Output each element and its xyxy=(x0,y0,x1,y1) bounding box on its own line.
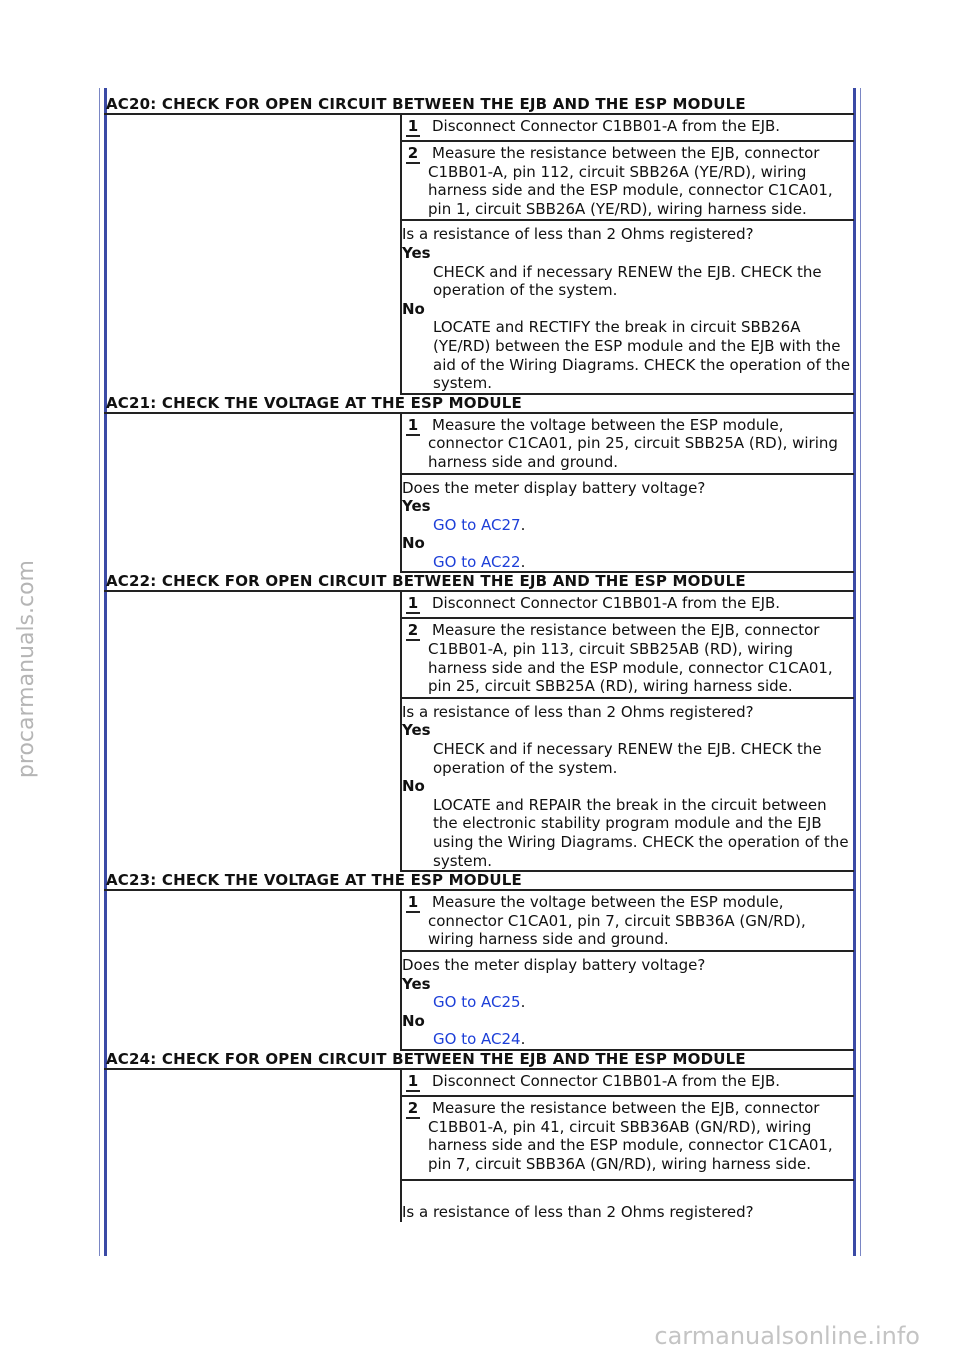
step-body-ac20 xyxy=(104,115,854,395)
no-label: No xyxy=(402,534,425,553)
instruction-text: Disconnect Connector C1BB01-A from the EJB. xyxy=(432,1071,781,1090)
goto-ac22-link[interactable]: GO to AC22 xyxy=(433,552,521,571)
question-block xyxy=(402,221,854,394)
goto-ac25-link[interactable]: GO to AC25 xyxy=(433,993,521,1012)
question-text: Is a resistance of less than 2 Ohms registered? xyxy=(402,225,754,244)
step-number: 1 xyxy=(407,415,419,434)
no-label: No xyxy=(402,777,425,796)
step-title-ac20: AC20: CHECK FOR OPEN CIRCUIT BETWEEN THE EJB AND THE ESP MODULE xyxy=(104,96,854,115)
no-label: No xyxy=(402,299,425,318)
instruction-text: Disconnect Connector C1BB01-A from the EJB. xyxy=(432,594,781,613)
yes-label: Yes xyxy=(402,974,431,993)
step-body-ac21 xyxy=(104,414,854,574)
question-text: Does the meter display battery voltage? xyxy=(402,478,706,497)
goto-ac24-link[interactable]: GO to AC24 xyxy=(433,1030,521,1049)
instruction-row xyxy=(402,142,854,221)
page-border-left-thin xyxy=(99,88,100,1256)
instruction-text-cont: C1BB01-A, pin 113, circuit SBB25AB (RD), wiring harness side and the ESP module, connector C1CA01, pin 25, circuit SBB25A (RD), wiring harness side. xyxy=(428,640,833,696)
question-block xyxy=(402,699,854,872)
bottom-watermark: carmanualsonline.info xyxy=(654,1322,920,1350)
question-text: Does the meter display battery voltage? xyxy=(402,955,706,974)
step-number: 1 xyxy=(407,1071,419,1090)
question-text: Is a resistance of less than 2 Ohms registered? xyxy=(402,702,754,721)
step-number: 1 xyxy=(407,893,419,912)
instruction-row xyxy=(402,619,854,698)
step-title-ac21: AC21: CHECK THE VOLTAGE AT THE ESP MODULE xyxy=(104,395,854,414)
step-body-ac24 xyxy=(104,1070,854,1222)
instruction-text: Measure the resistance between the EJB, connector xyxy=(432,621,820,640)
yes-label: Yes xyxy=(402,243,431,262)
yes-answer: CHECK and if necessary RENEW the EJB. CHECK the operation of the system. xyxy=(433,262,822,300)
yes-label: Yes xyxy=(402,721,431,740)
instruction-text-cont: connector C1CA01, pin 7, circuit SBB36A (GN/RD), wiring harness side and ground. xyxy=(428,911,806,949)
instruction-text: Measure the resistance between the EJB, connector xyxy=(432,144,820,162)
step-body-ac22 xyxy=(104,592,854,872)
step-title-ac24: AC24: CHECK FOR OPEN CIRCUIT BETWEEN THE EJB AND THE ESP MODULE xyxy=(104,1051,854,1070)
question-text: Is a resistance of less than 2 Ohms registered? xyxy=(402,1203,754,1222)
instruction-text-cont: C1BB01-A, pin 112, circuit SBB26A (YE/RD), wiring harness side and the ESP module, connector C1CA01, pin 1, circuit SBB26A (YE/RD), wiring harness side. xyxy=(428,162,833,218)
step-number: 2 xyxy=(407,1098,419,1117)
diagnostic-table xyxy=(104,96,854,1222)
instruction-text-cont: C1BB01-A, pin 41, circuit SBB36AB (GN/RD), wiring harness side and the ESP module, connector C1CA01, pin 7, circuit SBB36A (GN/RD), wiring harness side. xyxy=(428,1117,833,1173)
instruction-text: Measure the resistance between the EJB, connector xyxy=(432,1098,820,1117)
instruction-row xyxy=(402,1070,854,1097)
question-block: Does the meter display battery voltage? Yes GO to AC27. No GO to AC22. xyxy=(402,475,854,574)
no-answer: LOCATE and REPAIR the break in the circuit between the electronic stability program module and the EJB using the Wiring Diagrams. CHECK the operation of the system. xyxy=(433,795,849,870)
instruction-text: Disconnect Connector C1BB01-A from the EJB. xyxy=(432,117,781,135)
step-number: 2 xyxy=(407,144,419,162)
step-title-ac22: AC22: CHECK FOR OPEN CIRCUIT BETWEEN THE EJB AND THE ESP MODULE xyxy=(104,573,854,592)
question-block: Does the meter display battery voltage? Yes GO to AC25. No GO to AC24. xyxy=(402,952,854,1051)
instruction-row xyxy=(402,891,854,952)
no-answer: LOCATE and RECTIFY the break in circuit SBB26A (YE/RD) between the ESP module and the EJB with the aid of the Wiring Diagrams. CHECK the operation of the system. xyxy=(433,318,851,393)
instruction-text: Measure the voltage between the ESP module, xyxy=(432,415,784,434)
step-title-ac23: AC23: CHECK THE VOLTAGE AT THE ESP MODULE xyxy=(104,872,854,891)
page-border-right-thin xyxy=(860,88,861,1256)
side-watermark: procarmanuals.com xyxy=(14,560,39,779)
yes-answer: CHECK and if necessary RENEW the EJB. CHECK the operation of the system. xyxy=(433,740,822,777)
step-number: 2 xyxy=(407,621,419,640)
step-number: 1 xyxy=(407,117,419,135)
instruction-row xyxy=(402,592,854,619)
yes-label: Yes xyxy=(402,497,431,516)
instruction-row xyxy=(402,414,854,475)
instruction-row xyxy=(402,115,854,142)
instruction-text: Measure the voltage between the ESP module, xyxy=(432,893,784,912)
step-body-ac23 xyxy=(104,891,854,1051)
step-number: 1 xyxy=(407,594,419,613)
no-label: No xyxy=(402,1011,425,1030)
instruction-text-cont: connector C1CA01, pin 25, circuit SBB25A (RD), wiring harness side and ground. xyxy=(428,434,838,471)
goto-ac27-link[interactable]: GO to AC27 xyxy=(433,515,521,534)
instruction-row xyxy=(402,1097,854,1181)
